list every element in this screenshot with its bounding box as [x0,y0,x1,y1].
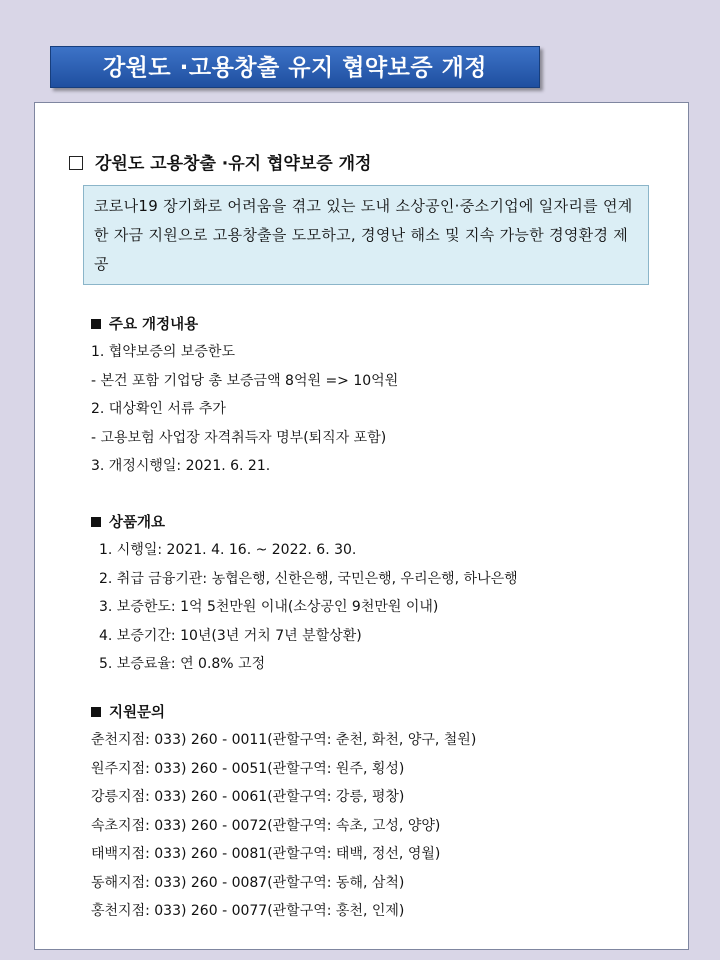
square-bullet-icon [91,319,101,329]
content-panel [34,102,689,950]
list-item: 5. 보증료율: 연 0.8% 고정 [99,656,266,672]
list-item: 1. 시행일: 2021. 4. 16. ~ 2022. 6. 30. [99,542,357,558]
title-banner: 강원도 ·고용창출 유지 협약보증 개정 [50,46,540,88]
list-item: 강릉지점: 033) 260 - 0061(관할구역: 강릉, 평창) [91,789,405,805]
summary-box: 코로나19 장기화로 어려움을 겪고 있는 도내 소상공인·중소기업에 일자리를 연계한 자금 지원으로 고용창출을 도모하고, 경영난 해소 및 지속 가능한 경영환경 제공 [83,185,649,285]
main-heading-text: 강원도 고용창출 ·유지 협약보증 개정 [95,154,372,174]
section-title-text: 상품개요 [109,515,166,531]
section-title-revision [91,313,398,334]
list-item: 2. 대상확인 서류 추가 [91,401,226,417]
list-item: 동해지점: 033) 260 - 0087(관할구역: 동해, 삼척) [91,874,405,891]
square-bullet-icon [91,517,101,527]
list-item: 1. 협약보증의 보증한도 [91,344,235,360]
checkbox-square-icon [69,156,83,170]
list-item: 4. 보증기간: 10년(3년 거치 7년 분할상환) [99,627,362,644]
list-item: 원주지점: 033) 260 - 0051(관할구역: 원주, 횡성) [91,760,405,777]
section-contact [91,701,476,926]
section-revision [91,313,398,481]
list-item: - 본건 포함 기업당 총 보증금액 8억원 => 10억원 [91,372,399,389]
list-item: 2. 취급 금융기관: 농협은행, 신한은행, 국민은행, 우리은행, 하나은행 [99,570,518,587]
section-title-text: 지원문의 [109,705,166,721]
list-item: 속초지점: 033) 260 - 0072(관할구역: 속초, 고성, 양양) [91,817,441,834]
list-item: 3. 개정시행일: 2021. 6. 21. [91,458,271,474]
main-heading [69,149,371,174]
section-product [91,511,518,679]
list-item: - 고용보험 사업장 자격취득자 명부(퇴직자 포함) [91,429,387,446]
section-title-contact [91,701,476,722]
list-item: 홍천지점: 033) 260 - 0077(관할구역: 홍천, 인제) [91,903,405,919]
list-item: 3. 보증한도: 1억 5천만원 이내(소상공인 9천만원 이내) [99,599,439,615]
square-bullet-icon [91,707,101,717]
section-title-text: 주요 개정내용 [109,317,199,333]
list-item: 춘천지점: 033) 260 - 0011(관할구역: 춘천, 화천, 양구, 철원) [91,732,477,748]
list-item: 태백지점: 033) 260 - 0081(관할구역: 태백, 정선, 영월) [91,846,441,862]
section-title-product [91,511,518,532]
